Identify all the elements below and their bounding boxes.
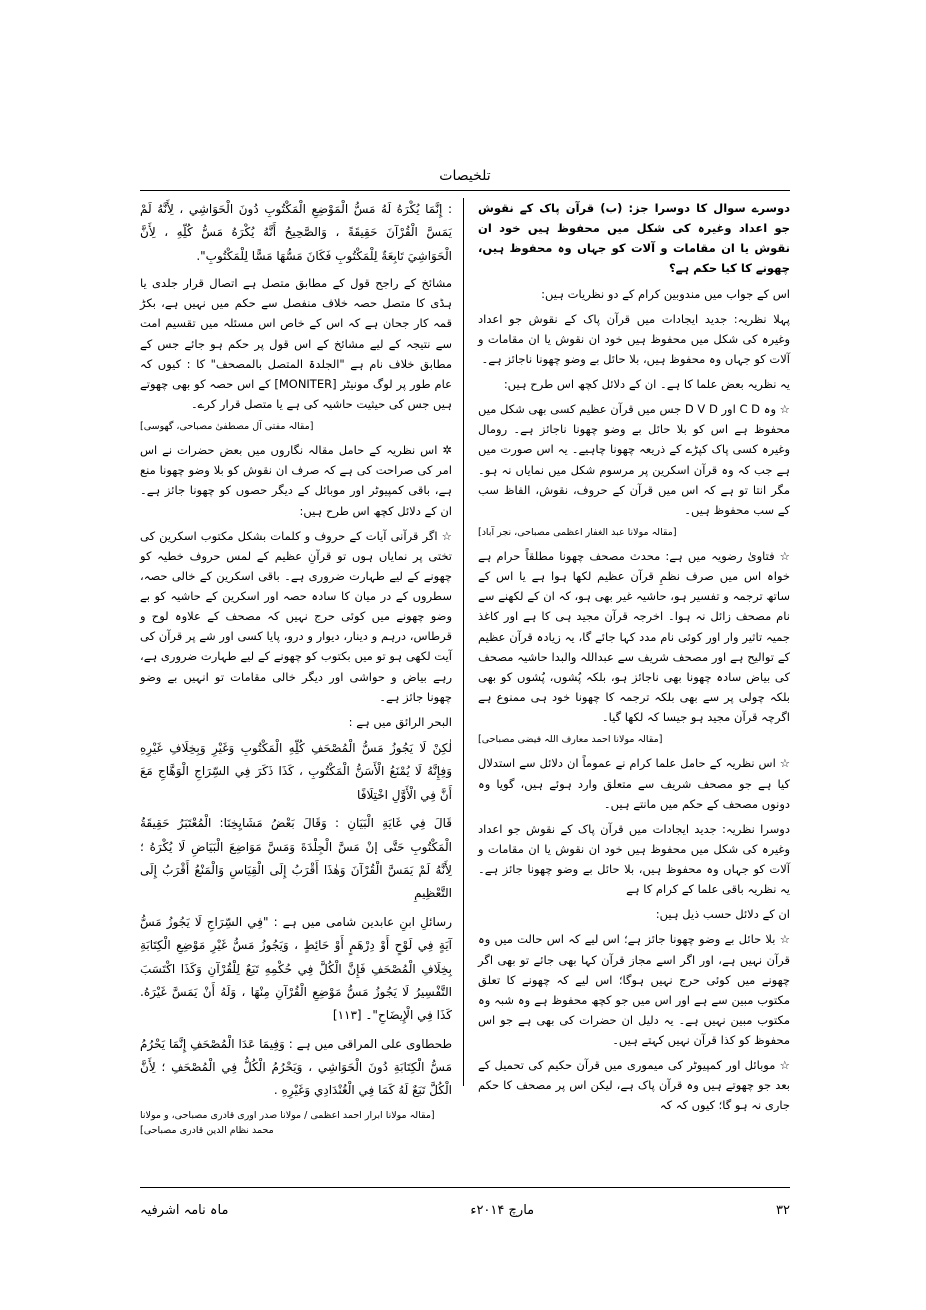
paragraph: ☆ اس نظریہ کے حامل علما کرام نے عموماً ان دلائل سے استدلال کیا ہے جو مصحف شریف سے متعلق وارد ہوئے ہیں، گویا وہ دونوں مصحف کے حکم میں مانتے ہیں۔ [478, 756, 790, 811]
footer-page-number: ۳۲ [776, 1203, 790, 1218]
column-left [140, 198, 452, 1137]
paragraph: یہ نظریہ بعض علما کا ہے۔ ان کے دلائل کچھ اس طرح ہیں: [503, 377, 790, 391]
paragraph: دوسرا نظریہ: جدید ایجادات میں قرآن پاک کے نقوش جو اعداد وغیرہ کی شکل میں محفوظ ہیں خود ان نقوش یا ان مقامات و آلات کو جہاں وہ محفوظ ہیں، بلا حائل بے وضو چھونا جائز ہے۔ یہ نظریہ باقی علما کے کرام کا ہے [478, 821, 790, 897]
paragraph: ☆ بلا حائل بے وضو چھونا جائز ہے؛ اس لیے کہ اس حالت میں وہ قرآن نہیں ہے، اور اگر اسے مجاز قرآن کہا بھی جائے تو بھی اگر چھونے میں کوئی حرج نہیں ہوگا؛ اس لیے کہ چھونے کا تعلق مکتوب مبین سے ہے اور اس میں جو کچھ محفوظ ہے وہ شبہ وہ مکتوب مبین نہیں ہے۔ یہ دلیل ان حضرات کی بھی ہے جو اس محفوظ کو کذا قرآن نہیں کہتے ہیں۔ [478, 932, 790, 1047]
paragraph: اس کے جواب میں مندوبین کرام کے دو نظریات ہیں: [541, 286, 790, 301]
citation: [مقالہ مولانا عبد الغفار اعظمی مصباحی، نجر آباد] [478, 526, 677, 538]
citation: [مقالہ مفتی آل مصطفیٰ مصباحی، گھوسی] [140, 421, 314, 433]
paragraph: ان کے دلائل حسب ذیل ہیں: [655, 907, 790, 922]
arabic-quote: قَالَ فِي غَايَةِ الْبَيَانِ : وَقَالَ بَعْضُ مَشَايِخِنَا: الْمُعْتَبَرُ حَقِيقَةُ الْمَكْتُوبِ حَتَّى إنْ مَسَّ الْجِلْدَةَ وَمَسَّ مَوَاضِعَ الْبَيَاضِ لَا يُكْرَهُ ؛ لِأَنَّهُ لَمْ يَمَسَّ الْقُرْآنَ وَهٰذَا أَقْرَبُ إِلَى الْقِيَاسِ وَالْمَنْعُ أَقْرَبُ إِلَى التَّعْظِيمِ [140, 816, 452, 901]
arabic-quote: طحطاوی علی المراقی میں ہے : وَفِيمَا عَدَا الْمُصْحَفِ إِنَّمَا يَحْرُمُ مَسُّ الْكِتَابَةِ دُونَ الْحَوَاشِي ، وَيَحْرُمُ الْكُلُّ فِي الْمُصْحَفِ ؛ لِأَنَّ الْكُلَّ تَبَعٌ لَهُ كَمَا فِي الْغُنْدَادِي وَغَيْرِهِ . [140, 1036, 452, 1098]
paragraph: مشائخ کے راجح قول کے مطابق متصل ہے اتصال قرار جلدی یا ہڈی کا متصل حصہ خلاف منفصل سے حکم میں نہیں ہے، بکڑ قمہ کار جحان ہے کہ اس کے خاص اس مسئلہ میں تقسیم امت سے نتیجہ کے لیے مشائخ کے اس قول پر حکم ہو جائے جس کے مطابق خلاف نام ہے "الجلدۃ المتصل بالمصحف" کا : کیوں کہ عام طور پر لوگ مونیٹر [MONITER] کے اس حصہ کو بھی چھوتے ہیں جس کی حیثیت حاشیہ کی ہے یا متصل قرار کرے۔ [140, 276, 452, 411]
paragraph: ☆ موبائل اور کمپیوٹر کی میموری میں قرآن حکیم کی تحمیل کے بعد جو چھوتے ہیں وہ قرآن پاک ہے، لیکن اس پر مصحف کا حکم جاری نہ ہو گا؛ کیوں کہ کہ [478, 1058, 790, 1113]
footer-issue-date: مارچ ۲۰۱۴ء [470, 1203, 535, 1218]
footer-magazine-name: ماہ نامہ اشرفیہ [140, 1203, 229, 1218]
paragraph: پہلا نظریہ: جدید ایجادات میں قرآن پاک کے نقوش جو اعداد وغیرہ کی شکل میں محفوظ ہیں خود ان نقوش یا ان مقامات و آلات کو جہاں وہ محفوظ ہیں، بلا حائل بے وضو چھونا ناجائز ہے۔ [478, 311, 790, 366]
body-columns [140, 198, 790, 1137]
footer-divider [140, 1187, 790, 1188]
paragraph: ☆ وہ C D اور D V D جس میں قرآن عظیم کسی بھی شکل میں محفوظ ہے اس کو بلا حائل بے وضو چھونا ناجائز ہے۔ رومال وغیرہ کسی پاک کپڑے کے ذریعہ چھونا چاہیے۔ یہ اس صورت میں ہے جب کہ وہ قرآن اسکرین پر مرسوم شکل میں نمایاں نہ ہو۔ مگر انتا تو ہے کہ اس میں قرآن کے حروف، نقوش، الفاظ سب کے سب محفوظ ہیں۔ [478, 402, 790, 517]
paragraph: ☆ فتاویٰ رضویہ میں ہے: محدث مصحف چھونا مطلقاً حرام ہے خواہ اس میں صرف نظمِ قرآن عظیم لکھا ہوا ہے یا اس کے ساتھ ترجمہ و تفسیر ہو، حاشیہ غیر بھی ہو، کہ ان کے لکھنے سے نام مصحف زائل نہ ہوا۔ اخرجہ قرآن مجید ہی کا ہے اور کاغذ جمیہ تاثیر وار اور کوئی نام مدد کہا جائے گا، یہ زیادہ قرآن عظیم کے توالیح ہے اور مصحف شریف سے عبداللہ والبدا حاشیہ مصحف کی بیاض سادہ چھونا بھی ناجائز ہو، بلکہ پُشوں، پُشوں کو بھی بلکہ چولی پر سے بھی بلکہ ترجمہ کا چھونا خود ہی ممنوع ہے اگرچہ قرآن مجید ہو جیسا کہ لکھا گیا۔ [478, 549, 790, 725]
column-right [478, 198, 790, 1113]
paragraph: البحر الرائق میں ہے : [348, 714, 452, 729]
page-header-title: تلخیصات [439, 168, 491, 184]
citation: [مقالہ مولانا ابرار احمد اعظمی / مولانا صدر اوری قادری مصباحی، و مولانا محمد نظام الدین قادری مصباحی] [140, 1109, 435, 1137]
paragraph: ☆ اگر قرآنی آیات کے حروف و کلمات بشکل مکتوب اسکرین کی تختی پر نمایاں ہوں تو قرآنِ عظیم کے لمس حروف خطیہ کو چھونے کے لیے طہارت ضروری ہے۔ باقی اسکرین کے خالی حصہ، سطروں کے در میان کا سادہ حصہ اور اسکرین کے حاشیہ کو بے وضو چھونے میں کوئی حرج نہیں کہ مصحف کے علاوہ لوح و قرطاس، درہم و دینار، دیوار و درو، پایا کسی اور شے پر قرآن کی آیت لکھی ہو تو میں بکتوب کو چھونے کے لیے طہارت ضروری ہے، رہے بیاض و حواشی اور دیگر خالی مقامات تو انہیں بے وضو چھونا جائز ہے۔ [140, 528, 452, 704]
arabic-quote: رسائلِ ابنِ عابدین شامی میں ہے : "فِي السِّرَاجِ لَا يَجُوزُ مَسُّ آيَةٍ فِي لَوْحٍ أَوْ دِرْهَمٍ أَوْ حَائِطٍ ، وَيَجُوزُ مَسُّ غَيْرِ مَوْضِعِ الْكِتَابَةِ بِخِلَافِ الْمُصْحَفِ فَإِنَّ الْكُلَّ فِي حُكْمِهِ تَبَعٌ لِلْقُرْآنِ وَكَذَا اكْتَسَبَ التَّفْسِيرُ لَا يَجُوزُ مَسُّ مَوْضِعِ الْقُرْآنِ مِنْهَا ، وَلَهُ أَنْ يَمَسَّ غَيْرَهُ. كَذَا فِي الْإِيضَاحِ"۔ [۱۱۳] [140, 914, 452, 1023]
paragraph: ✲ اس نظریہ کے حامل مقالہ نگاروں میں بعض حضرات نے اس امر کی صراحت کی ہے کہ صرف ان نقوش کو بلا وضو چھونا منع ہے، باقی کمپیوٹر اور موبائل کے دیگر حصوں کو چھونا جائز ہے۔ ان کے دلائل کچھ اس طرح ہیں: [140, 443, 452, 518]
page-footer [140, 1203, 790, 1218]
arabic-quote: لٰكِنْ لَا يَجُوزُ مَسُّ الْمُصْحَفِ كُلِّهِ الْمَكْتُوبِ وَغَيْرِ وَبِخِلَافِ غَيْرِهِ وَفِإِنَّهُ لَا يُمْنَعُ الْأَسَنُّ الْمَكْتُوبِ ، كَذَا ذَكَرَ فِي السِّرَاجِ الْوَهَّاجِ مَعَ أَنَّ فِي الْأَوَّلِ اخْتِلَافًا [140, 740, 452, 802]
header-divider [140, 190, 790, 191]
paragraph: دوسرے سوال کا دوسرا جز: (ب) قرآن پاک کے نقوش جو اعداد وغیرہ کی شکل میں محفوظ ہیں خود ان نقوش یا ان مقامات و آلات کو جہاں وہ محفوظ ہیں، چھونے کا کیا حکم ہے؟ [478, 201, 790, 276]
citation: [مقالہ مولانا احمد معارف اللہ فیضی مصباحی] [478, 734, 663, 746]
arabic-quote: : إِنَّمَا يُكْرَهُ لَهُ مَسُّ الْمَوْضِعِ الْمَكْتُوبِ دُونَ الْحَوَاشِي ، لِأَنَّهُ لَمْ يَمَسَّ الْقُرْآنَ حَقِيقَةً ، وَالصَّحِيحُ أَنَّهُ يُكْرَهُ مَسُّ كُلِّهِ ، لِأَنَّ الْحَوَاشِيَ تَابِعَةٌ لِلْمَكْتُوبِ فَكَانَ مَسُّهَا مَسًّا لِلْمَكْتُوبِ". [140, 202, 452, 263]
